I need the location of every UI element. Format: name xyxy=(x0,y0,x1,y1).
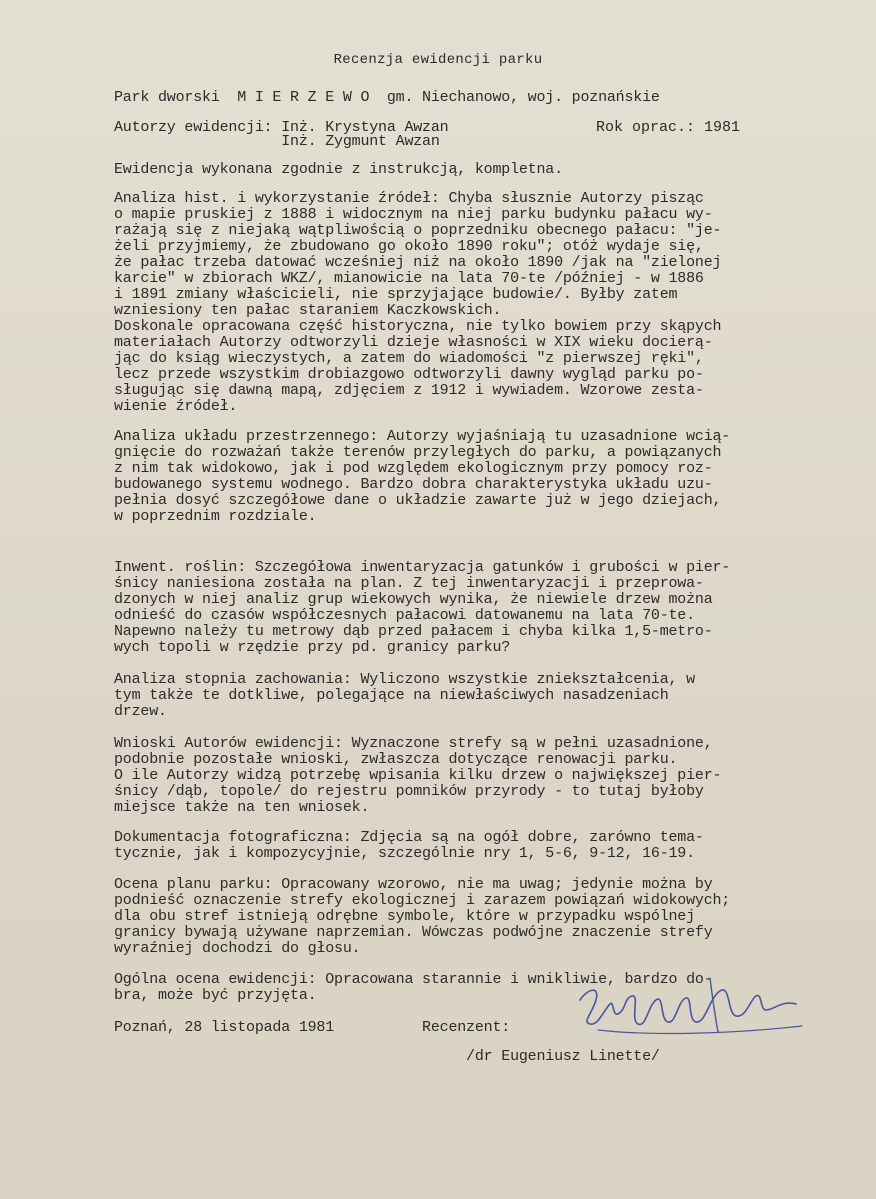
body-line: tycznie, jak i kompozycyjnie, szczególnie nry 1, 5-6, 9-12, 16-19. xyxy=(114,845,695,862)
body-line: wienie źródeł. xyxy=(114,398,238,415)
body-line: wzniesiony ten pałac staraniem Kaczkowskich. xyxy=(114,302,502,319)
body-line: wych topoli w rzędzie przy pd. granicy parku? xyxy=(114,639,511,656)
park-name-line: Park dworski M I E R Z E W O gm. Niechanowo, woj. poznańskie xyxy=(114,89,660,106)
body-line: bra, może być przyjęta. xyxy=(114,987,317,1004)
body-line: żeli przyjmiemy, że zbudowano go około 1890 roku"; otóż wydaje się, xyxy=(114,238,704,255)
body-line: drzew. xyxy=(114,703,167,720)
body-line: z nim tak widokowo, jak i pod względem ekologicznym przy pomocy roz- xyxy=(114,460,713,477)
body-line: Dokumentacja fotograficzna: Zdjęcia są na ogół dobre, zarówno tema- xyxy=(114,829,704,846)
body-line: śnicy naniesiona została na plan. Z tej inwentaryzacji i przeprowa- xyxy=(114,575,704,592)
body-line: że pałac trzeba datować wcześniej niż na około 1890 /jak na "zielonej xyxy=(114,254,722,271)
body-line: tym także te dotkliwe, polegające na niewłaściwych nasadzeniach xyxy=(114,687,669,704)
body-line: granicy bywają używane naprzemian. Wówczas podwójne znaczenie strefy xyxy=(114,924,713,941)
body-line: karcie" w zbiorach WKZ/, mianowicie na lata 70-te /później - w 1886 xyxy=(114,270,704,287)
body-line: Ewidencja wykonana zgodnie z instrukcją, kompletna. xyxy=(114,161,563,178)
body-line: gnięcie do rozważań także terenów przyległych do parku, a powiązanych xyxy=(114,444,722,461)
body-line: o mapie pruskiej z 1888 i widocznym na niej parku budynku pałacu wy- xyxy=(114,206,713,223)
body-line: dla obu stref istnieją odrębne symbole, które w przypadku wspólnej xyxy=(114,908,695,925)
body-line: Analiza hist. i wykorzystanie źródeł: Chyba słusznie Autorzy pisząc xyxy=(114,190,704,207)
body-line: pełnia dosyć szczegółowe dane o układzie zawarte już w jego dziejach, xyxy=(114,492,722,509)
body-line: materiałach Autorzy odtworzyli dzieje własności w XIX wieku docierą- xyxy=(114,334,713,351)
body-line: sługując się dawną mapą, zdjęciem z 1912 i wywiadem. Wzorowe zesta- xyxy=(114,382,704,399)
body-line: jąc do ksiąg wieczystych, a zatem do wiadomości "z pierwszej ręki", xyxy=(114,350,704,367)
body-line: O ile Autorzy widzą potrzebę wpisania kilku drzew o największej pier- xyxy=(114,767,722,784)
place-date-reviewer-line: Poznań, 28 listopada 1981 Recenzent: xyxy=(114,1019,511,1036)
body-line: miejsce także na ten wniosek. xyxy=(114,799,370,816)
body-line: Analiza stopnia zachowania: Wyliczono wszystkie zniekształcenia, w xyxy=(114,671,695,688)
body-line: rażają się z niejaką wątpliwością o poprzedniku obecnego pałacu: "je- xyxy=(114,222,722,239)
body-line: lecz przede wszystkim drobiazgowo odtworzyli dawny wygląd parku po- xyxy=(114,366,704,383)
body-line: odnieść do czasów współczesnych pałacowi datowanemu na lata 70-te. xyxy=(114,607,695,624)
handwritten-signature-icon xyxy=(560,970,810,1050)
body-line: śnicy /dąb, topole/ do rejestru pomników przyrody - to tutaj byłoby xyxy=(114,783,704,800)
body-line: w poprzednim rozdziale. xyxy=(114,508,317,525)
body-line: i 1891 zmiany właścicieli, nie sprzyjające budowie/. Byłby zatem xyxy=(114,286,678,303)
body-line: dzonych w niej analiz grup wiekowych wynika, że niewiele drzew można xyxy=(114,591,713,608)
body-line: Wnioski Autorów ewidencji: Wyznaczone strefy są w pełni uzasadnione, xyxy=(114,735,713,752)
authors-line-2: Inż. Zygmunt Awzan xyxy=(114,133,440,150)
body-line: Napewno należy tu metrowy dąb przed pałacem i chyba kilka 1,5-metro- xyxy=(114,623,713,640)
year-of-preparation: Rok oprac.: 1981 xyxy=(596,119,741,136)
document-title: Recenzja ewidencji parku xyxy=(333,52,543,68)
body-line: Ogólna ocena ewidencji: Opracowana starannie i wnikliwie, bardzo do- xyxy=(114,971,713,988)
reviewer-name-line: /dr Eugeniusz Linette/ xyxy=(114,1048,660,1065)
body-line: podnieść oznaczenie strefy ekologicznej i zarazem powiązań widokowych; xyxy=(114,892,731,909)
body-line: Inwent. roślin: Szczegółowa inwentaryzacja gatunków i grubości w pier- xyxy=(114,559,731,576)
body-line: Doskonale opracowana część historyczna, nie tylko bowiem przy skąpych xyxy=(114,318,722,335)
body-line: wyraźniej dochodzi do głosu. xyxy=(114,940,361,957)
body-line: podobnie pozostałe wnioski, zwłaszcza dotyczące renowacji parku. xyxy=(114,751,678,768)
body-line: budowanego systemu wodnego. Bardzo dobra charakterystyka układu uzu- xyxy=(114,476,713,493)
authors-line: Autorzy ewidencji: Inż. Krystyna Awzan xyxy=(114,119,449,136)
body-line: Ocena planu parku: Opracowany wzorowo, nie ma uwag; jedynie można by xyxy=(114,876,713,893)
body-line: Analiza układu przestrzennego: Autorzy wyjaśniają tu uzasadnione wcią- xyxy=(114,428,731,445)
